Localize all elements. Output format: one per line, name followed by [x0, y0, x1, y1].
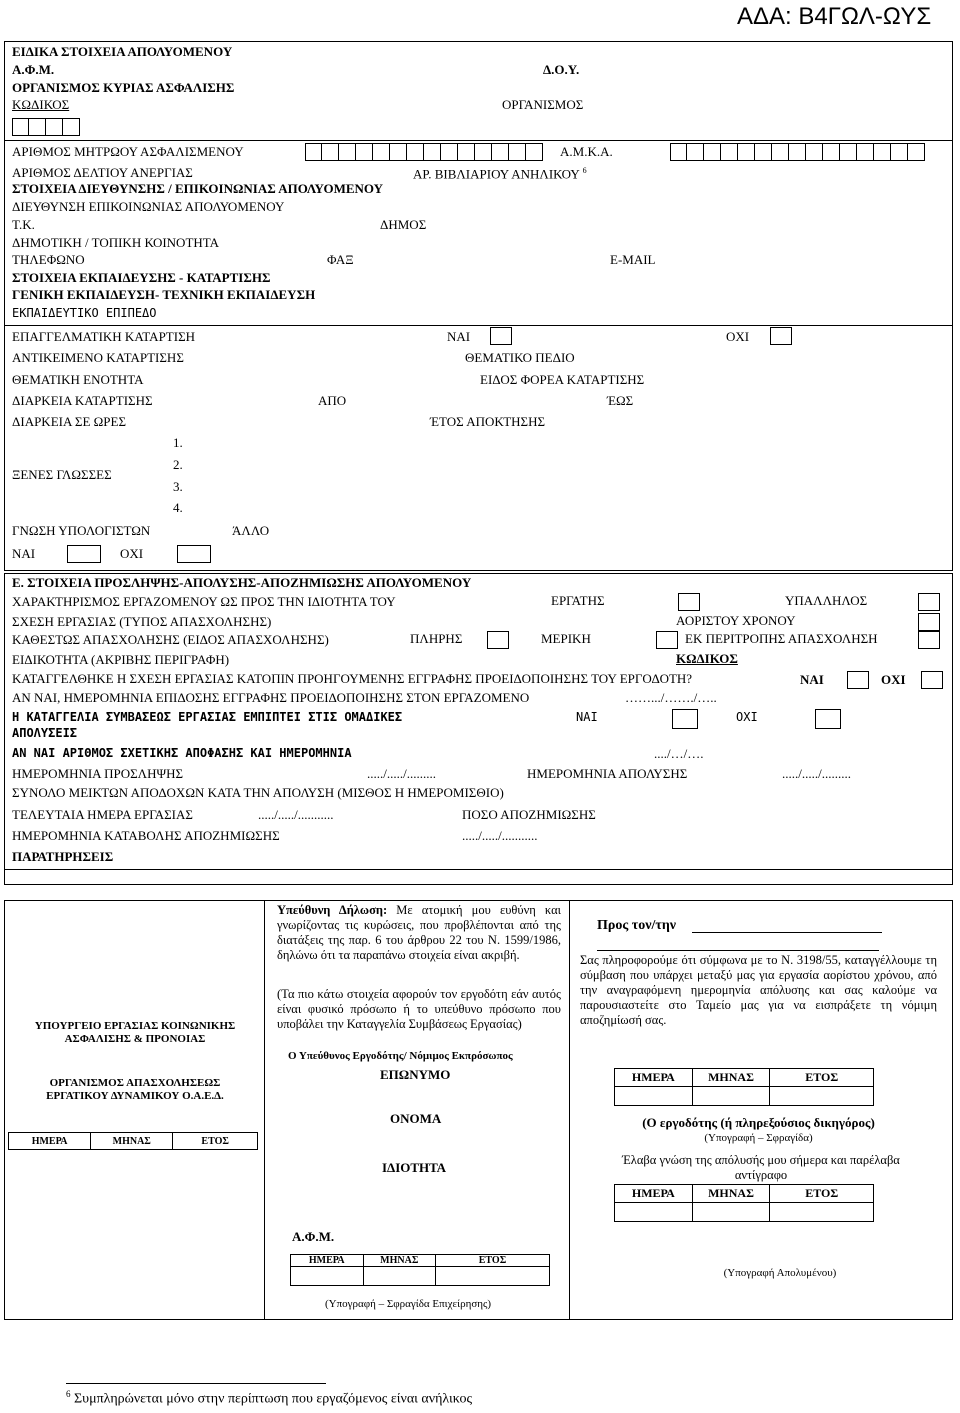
language-number-4: 4. — [173, 500, 183, 515]
surname-label: ΕΠΩΝΥΜΟ — [380, 1067, 451, 1082]
dismissal-notice-text: Σας πληροφορούμε ότι σύμφωνα με το Ν. 3198/55, καταγγέλλουμε τη σύμβαση που υπάρχει μεταξύ μας για εργασία αορίστου χρόνου, από την αναγραφόμενη ημερομηνία απόλυσης και σας καλούμε να παρουσιαστείτε στο Ταμείο μας για να εισπράξετε τη νόμιμη αποζημίωσή σας. — [580, 953, 937, 1027]
general-education-title: ΓΕΝΙΚΗ ΕΚΠΑΙΔΕΥΣΗ- ΤΕΧΝΙΚΗ ΕΚΠΑΙΔΕΥΣΗ — [12, 287, 316, 302]
dismissed-signature-caption: (Υπογραφή Απολυμένου) — [723, 1267, 837, 1279]
registry-number-label: ΑΡΙΘΜΟΣ ΜΗΤΡΩΟΥ ΑΣΦΑΛΙΣΜΕΝΟΥ — [12, 144, 244, 159]
address-label: ΔΙΕΥΘΥΝΣΗ ΕΠΙΚΟΙΝΩΝΙΑΣ ΑΠΟΛΥΟΜΕΝΟΥ — [12, 199, 285, 214]
divider — [264, 900, 265, 1320]
hire-date-field[interactable]: ...../...../......... — [367, 766, 436, 781]
vocational-no-checkbox[interactable] — [770, 327, 792, 345]
registry-number-boxes[interactable] — [305, 143, 543, 161]
part-time-checkbox[interactable] — [656, 631, 678, 649]
receipt-date-table — [614, 1184, 874, 1222]
responsible-declaration — [277, 903, 561, 963]
company-month-header: ΜΗΝΑΣ — [363, 1255, 436, 1267]
training-subject-label: ΑΝΤΙΚΕΙΜΕΝΟ ΚΑΤΑΡΤΙΣΗΣ — [12, 350, 184, 365]
vocational-yes-label: ΝΑΙ — [447, 329, 471, 344]
receipt-day-header: ΗΜΕΡΑ — [615, 1185, 693, 1203]
prior-notice-question: ΚΑΤΑΓΓΕΛΘΗΚΕ Η ΣΧΕΣΗ ΕΡΓΑΣΙΑΣ ΚΑΤΟΠΙΝ ΠΡΟΗΓΟΥΜΕΝΗΣ ΕΓΓΡΑΦΗΣ ΠΡΟΕΙΔΟΠΟΙΗΣΗΣ ΤΟΥ ΕΡΓΟΔΟΤΗ? — [12, 671, 693, 686]
unemployment-card-label: ΑΡΙΘΜΟΣ ΔΕΛΤΙΟΥ ΑΝΕΡΓΙΑΣ — [12, 165, 193, 180]
training-duration-label: ΔΙΑΡΚΕΙΑ ΚΑΤΑΡΤΙΣΗΣ — [12, 393, 153, 408]
recipient-label: Προς τον/την — [597, 918, 677, 933]
work-relation-label: ΣΧΕΣΗ ΕΡΓΑΣΙΑΣ (ΤΥΠΟΣ ΑΠΑΣΧΟΛΗΣΗΣ) — [12, 614, 272, 629]
collective-dismissal-label: Η ΚΑΤΑΓΓΕΛΙΑ ΣΥΜΒΑΣΕΩΣ ΕΡΓΑΣΙΑΣ ΕΜΠΙΠΤΕΙ ΣΤΙΣ ΟΜΑΔΙΚΕΣ — [12, 710, 403, 724]
amka-boxes[interactable] — [670, 143, 925, 161]
language-number-1: 1. — [173, 435, 183, 450]
employer-afm-label: Α.Φ.Μ. — [292, 1229, 335, 1244]
minor-book-label: ΑΡ. ΒΙΒΛΙΑΡΙΟΥ ΑΝΗΛΙΚΟΥ $^6$ — [413, 166, 587, 182]
footnote: $^6$ Συμπληρώνεται μόνο στην περίπτωση που εργαζόμενος είναι ανήλικος — [66, 1389, 473, 1407]
employer-signature-caption: (Υπογραφή – Σφραγίδα) — [704, 1132, 813, 1144]
language-number-2: 2. — [173, 457, 183, 472]
indefinite-checkbox[interactable] — [918, 613, 940, 631]
receipt-acknowledgement: Έλαβα γνώση της απόλυσής μου σήμερα και παρέλαβα αντίγραφο — [622, 1153, 900, 1182]
oaed-date-table — [8, 1132, 258, 1150]
other-label: ΆΛΛΟ — [232, 523, 270, 538]
computer-no-label: ΟΧΙ — [120, 546, 144, 561]
divider — [569, 900, 570, 1320]
rotation-label: ΕΚ ΠΕΡΙΤΡΟΠΗΣ ΑΠΑΣΧΟΛΗΣΗ — [685, 631, 878, 646]
part-time-label: ΜΕΡΙΚΗ — [541, 631, 591, 646]
training-field-label: ΘΕΜΑΤΙΚΟ ΠΕΔΙΟ — [465, 350, 575, 365]
footnote-separator — [66, 1383, 326, 1384]
computer-no-checkbox[interactable] — [177, 545, 211, 563]
insurer-label: ΟΡΓΑΝΙΣΜΟΣ ΚΥΡΙΑΣ ΑΣΦΑΛΙΣΗΣ — [12, 80, 235, 95]
vocational-label: ΕΠΑΓΓΕΛΜΑΤΙΚΗ ΚΑΤΑΡΤΙΣΗ — [12, 329, 196, 344]
notice-date-field[interactable]: …….../……./….. — [625, 690, 717, 705]
receipt-year-header: ΕΤΟΣ — [770, 1185, 874, 1203]
oaed-year-header: ΕΤΟΣ — [173, 1133, 258, 1150]
vocational-yes-checkbox[interactable] — [490, 327, 512, 345]
address-section-title: ΣΤΟΙΧΕΙΑ ΔΙΕΥΘΥΝΣΗΣ / ΕΠΙΚΟΙΝΩΝΙΑΣ ΑΠΟΛΥΟΜΕΝΟΥ — [12, 181, 384, 196]
training-unit-label: ΘΕΜΑΤΙΚΗ ΕΝΟΤΗΤΑ — [12, 372, 144, 387]
compensation-amount-label: ΠΟΣΟ ΑΠΟΖΗΜΙΩΣΗΣ — [462, 807, 596, 822]
prior-notice-no-checkbox[interactable] — [921, 671, 943, 689]
notice-date-table — [614, 1068, 874, 1106]
name-label: ΟΝΟΜΑ — [390, 1111, 442, 1126]
duration-to-label: ΈΩΣ — [607, 393, 634, 408]
rotation-checkbox[interactable] — [918, 631, 940, 649]
divider — [4, 140, 953, 141]
employee-label: ΥΠΑΛΛΗΛΟΣ — [785, 593, 868, 608]
computer-yes-checkbox[interactable] — [67, 545, 101, 563]
payment-date-label: ΗΜΕΡΟΜΗΝΙΑ ΚΑΤΑΒΟΛΗΣ ΑΠΟΖΗΜΙΩΣΗΣ — [12, 828, 280, 843]
last-day-label: ΤΕΛΕΥΤΑΙΑ ΗΜΕΡΑ ΕΡΓΑΣΙΑΣ — [12, 807, 193, 822]
education-level-label: ΕΚΠΑΙΔΕΥΤΙΚΟ ΕΠΙΠΕΔΟ — [12, 306, 157, 320]
section-employment-title: Ε. ΣΤΟΙΧΕΙΑ ΠΡΟΣΛΗΨΗΣ-ΑΠΟΛΥΣΗΣ-ΑΠΟΖΗΜΙΩΣΗΣ ΑΠΟΛΥΟΜΕΝΟΥ — [12, 575, 472, 590]
notice-date-label: ΑΝ ΝΑΙ, ΗΜΕΡΟΜΗΝΙΑ ΕΠΙΔΟΣΗΣ ΕΓΓΡΑΦΗΣ ΠΡΟΕΙΔΟΠΟΙΗΣΗΣ ΣΤΟΝ ΕΡΓΑΖΟΜΕΝΟ — [12, 690, 530, 705]
responsible-label: Ο Υπεύθυνος Εργοδότης/ Νόμιμος Εκπρόσωπος — [288, 1050, 513, 1062]
collective-no-label: ΟΧΙ — [736, 710, 758, 724]
ada-code: ΑΔΑ: Β4ΓΩΛ-ΩΥΣ — [737, 3, 932, 30]
doy-label: Δ.Ο.Υ. — [543, 62, 580, 77]
specialty-code-label: ΚΩΔΙΚΟΣ — [676, 651, 738, 666]
provider-type-label: ΕΙΔΟΣ ΦΟΡΕΑ ΚΑΤΑΡΤΙΣΗΣ — [480, 372, 645, 387]
declaration-note: (Τα πιο κάτω στοιχεία αφορούν τον εργοδότη εάν αυτός είναι φυσικό πρόσωπο ή το υπεύθυνο πρόσωπο που υποβάλει την Καταγγελία Συμβάσεως Εργασίας) — [277, 987, 561, 1031]
hire-date-label: ΗΜΕΡΟΜΗΝΙΑ ΠΡΟΣΛΗΨΗΣ — [12, 766, 184, 781]
code-label: ΚΩΔΙΚΟΣ — [12, 97, 70, 112]
duration-from-label: ΑΠΟ — [318, 393, 347, 408]
education-title: ΣΤΟΙΧΕΙΑ ΕΚΠΑΙΔΕΥΣΗΣ - ΚΑΤΑΡΤΙΣΗΣ — [12, 270, 271, 285]
phone-label: ΤΗΛΕΦΩΝΟ — [12, 252, 85, 267]
computer-yes-label: ΝΑΙ — [12, 546, 36, 561]
section-personal-title: ΕΙΔΙΚΑ ΣΤΟΙΧΕΙΑ ΑΠΟΛΥΟΜΕΝΟΥ — [12, 44, 233, 59]
declaration-text: Με ατομική μου ευθύνη και γνωρίζοντας τις κυρώσεις, που προβλέπονται από της διατάξεις της παρ. 6 του άρθρου 22 του Ν. 1599/1986, δηλώνω ότι τα παραπάνω στοιχεία είναι ακριβή. — [277, 903, 562, 962]
afm-label: Α.Φ.Μ. — [12, 62, 55, 77]
organization-label: ΟΡΓΑΝΙΣΜΟΣ — [502, 97, 584, 112]
amka-label: Α.Μ.Κ.Α. — [560, 144, 613, 159]
decision-date-field[interactable]: ..../…/…. — [654, 746, 704, 761]
employment-regime-label: ΚΑΘΕΣΤΩΣ ΑΠΑΣΧΟΛΗΣΗΣ (ΕΙΔΟΣ ΑΠΑΣΧΟΛΗΣΗΣ) — [12, 632, 329, 647]
declaration-heading: Υπεύθυνη Δήλωση: — [277, 903, 388, 917]
fax-label: ΦΑΞ — [327, 252, 354, 267]
prior-notice-yes-label: ΝΑΙ — [800, 672, 824, 687]
employer-signature-label: (Ο εργοδότης (ή πληρεξούσιος δικηγόρος) — [642, 1115, 875, 1130]
recipient-line-2 — [597, 950, 879, 951]
community-label: ΔΗΜΟΤΙΚΗ / ΤΟΠΙΚΗ ΚΟΙΝΟΤΗΤΑ — [12, 235, 220, 250]
capacity-label: ΙΔΙΟΤΗΤΑ — [382, 1160, 446, 1175]
notice-year-header: ΕΤΟΣ — [770, 1069, 874, 1087]
receipt-month-header: ΜΗΝΑΣ — [692, 1185, 770, 1203]
language-number-3: 3. — [173, 479, 183, 494]
email-label: E-MAIL — [610, 252, 656, 267]
oaed-name: ΟΡΓΑΝΙΣΜΟΣ ΑΠΑΣΧΟΛΗΣΕΩΣ ΕΡΓΑΤΙΚΟΥ ΔΥΝΑΜΙΚΟΥ Ο.Α.Ε.Δ. — [46, 1077, 224, 1103]
recipient-line — [692, 932, 882, 933]
company-day-header: ΗΜΕΡΑ — [291, 1255, 364, 1267]
graduation-year-label: ΈΤΟΣ ΑΠΟΚΤΗΣΗΣ — [430, 414, 546, 429]
municipality-label: ΔΗΜΟΣ — [380, 217, 427, 232]
indefinite-label: ΑΟΡΙΣΤΟΥ ΧΡΟΝΟΥ — [676, 613, 796, 628]
foreign-languages-label: ΞΕΝΕΣ ΓΛΩΣΣΕΣ — [12, 467, 112, 482]
divider — [4, 325, 953, 326]
dismissal-date-field[interactable]: ...../...../......... — [782, 766, 851, 781]
company-signature-caption: (Υπογραφή – Σφραγίδα Επιχείρησης) — [325, 1298, 492, 1310]
ministry-name: ΥΠΟΥΡΓΕΙΟ ΕΡΓΑΣΙΑΣ ΚΟΙΝΩΝΙΚΗΣ ΑΣΦΑΛΙΣΗΣ & ΠΡΟΝΟΙΑΣ — [34, 1020, 236, 1046]
collective-dismissal-label-2: ΑΠΟΛΥΣΕΙΣ — [12, 726, 78, 740]
notice-month-header: ΜΗΝΑΣ — [692, 1069, 770, 1087]
full-time-checkbox[interactable] — [487, 631, 509, 649]
postal-code-label: Τ.Κ. — [12, 217, 35, 232]
worker-checkbox[interactable] — [678, 593, 700, 611]
gross-pay-label: ΣΥΝΟΛΟ ΜΕΙΚΤΩΝ ΑΠΟΔΟΧΩΝ ΚΑΤΑ ΤΗΝ ΑΠΟΛΥΣΗ (ΜΙΣΘΟΣ Η ΗΜΕΡΟΜΙΣΘΙΟ) — [12, 785, 504, 800]
full-time-label: ΠΛΗΡΗΣ — [410, 631, 463, 646]
employee-character-label: ΧΑΡΑΚΤΗΡΙΣΜΟΣ ΕΡΓΑΖΟΜΕΝΟΥ ΩΣ ΠΡΟΣ ΤΗΝ ΙΔΙΟΤΗΤΑ ΤΟΥ — [12, 594, 396, 609]
specialty-label: ΕΙΔΙΚΟΤΗΤΑ (ΑΚΡΙΒΗΣ ΠΕΡΙΓΡΑΦΗ) — [12, 652, 230, 667]
vocational-no-label: ΟΧΙ — [726, 329, 750, 344]
oaed-day-header: ΗΜΕΡΑ — [9, 1133, 91, 1150]
last-day-field[interactable]: ...../...../........... — [258, 807, 334, 822]
collective-yes-label: ΝΑΙ — [576, 710, 598, 724]
collective-no-checkbox[interactable] — [815, 709, 841, 729]
company-date-table — [290, 1254, 550, 1286]
prior-notice-yes-checkbox[interactable] — [847, 671, 869, 689]
remarks-label: ΠΑΡΑΤΗΡΗΣΕΙΣ — [12, 849, 114, 864]
code-boxes[interactable] — [12, 118, 80, 136]
decision-number-label: ΑΝ ΝΑΙ ΑΡΙΘΜΟΣ ΣΧΕΤΙΚΗΣ ΑΠΟΦΑΣΗΣ ΚΑΙ ΗΜΕΡΟΜΗΝΙΑ — [12, 746, 352, 760]
dismissal-date-label: ΗΜΕΡΟΜΗΝΙΑ ΑΠΟΛΥΣΗΣ — [527, 766, 688, 781]
oaed-month-header: ΜΗΝΑΣ — [91, 1133, 173, 1150]
collective-yes-checkbox[interactable] — [672, 709, 698, 729]
notice-day-header: ΗΜΕΡΑ — [615, 1069, 693, 1087]
employee-checkbox[interactable] — [918, 593, 940, 611]
hours-label: ΔΙΑΡΚΕΙΑ ΣΕ ΩΡΕΣ — [12, 414, 127, 429]
divider — [4, 869, 953, 870]
company-year-header: ΕΤΟΣ — [436, 1255, 550, 1267]
prior-notice-no-label: ΟΧΙ — [881, 672, 906, 687]
payment-date-field[interactable]: ...../...../........... — [462, 828, 538, 843]
worker-label: ΕΡΓΑΤΗΣ — [551, 593, 605, 608]
computer-skills-label: ΓΝΩΣΗ ΥΠΟΛΟΓΙΣΤΩΝ — [12, 523, 151, 538]
